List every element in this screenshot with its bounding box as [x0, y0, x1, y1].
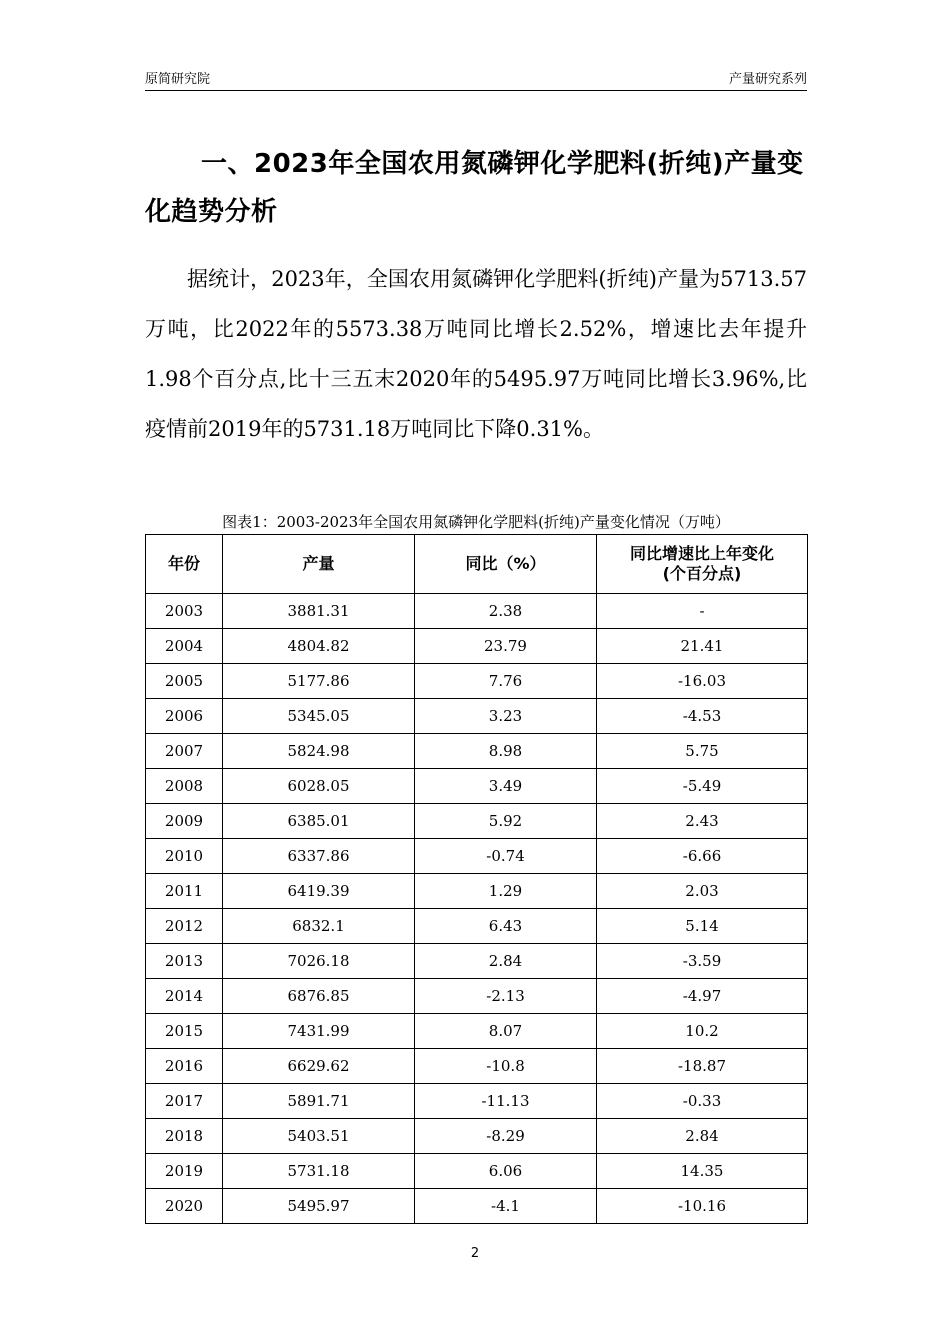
output-cell: 5403.51 — [223, 1119, 415, 1154]
page-header — [145, 66, 807, 91]
table-row — [146, 1084, 808, 1119]
output-cell: 4804.82 — [223, 629, 415, 664]
change-cell: -4.97 — [597, 979, 808, 1014]
yoy-cell: 23.79 — [415, 629, 597, 664]
yoy-cell: 3.23 — [415, 699, 597, 734]
summary-paragraph: 据统计，2023年，全国农用氮磷钾化学肥料(折纯)产量为5713.57万吨，比2022年的5573.38万吨同比增长2.52%，增速比去年提升1.98个百分点,比十三五末2020年的5495.97万吨同比增长3.96%,比疫情前2019年的5731.18万吨同比下降0.31%。 — [145, 267, 807, 441]
table-row — [146, 839, 808, 874]
year-cell: 2012 — [146, 909, 223, 944]
yoy-cell: 7.76 — [415, 664, 597, 699]
change-cell: -5.49 — [597, 769, 808, 804]
yoy-cell: 5.92 — [415, 804, 597, 839]
year-cell: 2016 — [146, 1049, 223, 1084]
table-row — [146, 1189, 808, 1224]
yoy-cell: -10.8 — [415, 1049, 597, 1084]
yoy-cell: -0.74 — [415, 839, 597, 874]
table-row — [146, 1014, 808, 1049]
change-cell: 2.43 — [597, 804, 808, 839]
year-cell: 2004 — [146, 629, 223, 664]
table-row — [146, 944, 808, 979]
year-cell: 2003 — [146, 594, 223, 629]
year-cell: 2017 — [146, 1084, 223, 1119]
header-cell-change: 同比增速比上年变化 (个百分点) — [597, 535, 808, 594]
header-cell-yoy: 同比（%） — [415, 535, 597, 594]
change-cell: 14.35 — [597, 1154, 808, 1189]
change-cell: -3.59 — [597, 944, 808, 979]
yoy-cell: 6.06 — [415, 1154, 597, 1189]
header-cell-year: 年份 — [146, 535, 223, 594]
table-row — [146, 909, 808, 944]
change-cell: 10.2 — [597, 1014, 808, 1049]
change-cell: 21.41 — [597, 629, 808, 664]
table-row — [146, 699, 808, 734]
year-cell: 2007 — [146, 734, 223, 769]
section-title: 一、2023年全国农用氮磷钾化学肥料(折纯)产量变化趋势分析 — [145, 149, 804, 227]
yoy-cell: -4.1 — [415, 1189, 597, 1224]
output-cell: 6337.86 — [223, 839, 415, 874]
yoy-cell: -2.13 — [415, 979, 597, 1014]
table-header-row — [146, 535, 808, 594]
change-cell: 5.14 — [597, 909, 808, 944]
output-cell: 5345.05 — [223, 699, 415, 734]
yoy-cell: 3.49 — [415, 769, 597, 804]
change-cell: -4.53 — [597, 699, 808, 734]
yoy-cell: -11.13 — [415, 1084, 597, 1119]
output-cell: 6028.05 — [223, 769, 415, 804]
yoy-cell: 8.98 — [415, 734, 597, 769]
change-cell: -10.16 — [597, 1189, 808, 1224]
change-cell: 5.75 — [597, 734, 808, 769]
output-cell: 3881.31 — [223, 594, 415, 629]
page-number: 2 — [470, 1246, 480, 1261]
table-caption: 图表1：2003-2023年全国农用氮磷钾化学肥料(折纯)产量变化情况（万吨） — [222, 513, 730, 531]
year-cell: 2009 — [146, 804, 223, 839]
table-row — [146, 804, 808, 839]
year-cell: 2018 — [146, 1119, 223, 1154]
output-cell: 6385.01 — [223, 804, 415, 839]
change-cell: - — [597, 594, 808, 629]
table-row — [146, 769, 808, 804]
yoy-cell: 2.84 — [415, 944, 597, 979]
year-cell: 2008 — [146, 769, 223, 804]
table-row — [146, 1119, 808, 1154]
table-row — [146, 664, 808, 699]
output-cell: 7431.99 — [223, 1014, 415, 1049]
header-series-name: 产量研究系列 — [728, 72, 807, 87]
output-cell: 5824.98 — [223, 734, 415, 769]
output-cell: 5495.97 — [223, 1189, 415, 1224]
year-cell: 2020 — [146, 1189, 223, 1224]
change-cell: -0.33 — [597, 1084, 808, 1119]
year-cell: 2015 — [146, 1014, 223, 1049]
year-cell: 2019 — [146, 1154, 223, 1189]
yoy-cell: 1.29 — [415, 874, 597, 909]
table-row — [146, 629, 808, 664]
yoy-cell: 8.07 — [415, 1014, 597, 1049]
table-body — [146, 594, 808, 1224]
yoy-cell: 6.43 — [415, 909, 597, 944]
output-cell: 5177.86 — [223, 664, 415, 699]
change-cell: 2.84 — [597, 1119, 808, 1154]
year-cell: 2011 — [146, 874, 223, 909]
year-cell: 2005 — [146, 664, 223, 699]
table-row — [146, 1049, 808, 1084]
year-cell: 2006 — [146, 699, 223, 734]
year-cell: 2013 — [146, 944, 223, 979]
output-cell: 5731.18 — [223, 1154, 415, 1189]
output-cell: 6832.1 — [223, 909, 415, 944]
yoy-cell: 2.38 — [415, 594, 597, 629]
change-cell: -6.66 — [597, 839, 808, 874]
production-table — [145, 534, 808, 1224]
output-cell: 6629.62 — [223, 1049, 415, 1084]
output-cell: 7026.18 — [223, 944, 415, 979]
yoy-cell: -8.29 — [415, 1119, 597, 1154]
header-cell-output: 产量 — [223, 535, 415, 594]
table-row — [146, 734, 808, 769]
table-row — [146, 1154, 808, 1189]
table-row — [146, 874, 808, 909]
change-cell: 2.03 — [597, 874, 808, 909]
output-cell: 6876.85 — [223, 979, 415, 1014]
output-cell: 6419.39 — [223, 874, 415, 909]
year-cell: 2014 — [146, 979, 223, 1014]
table-row — [146, 979, 808, 1014]
table-row — [146, 594, 808, 629]
change-cell: -18.87 — [597, 1049, 808, 1084]
output-cell: 5891.71 — [223, 1084, 415, 1119]
change-cell: -16.03 — [597, 664, 808, 699]
year-cell: 2010 — [146, 839, 223, 874]
header-org-name: 原简研究院 — [145, 72, 211, 87]
